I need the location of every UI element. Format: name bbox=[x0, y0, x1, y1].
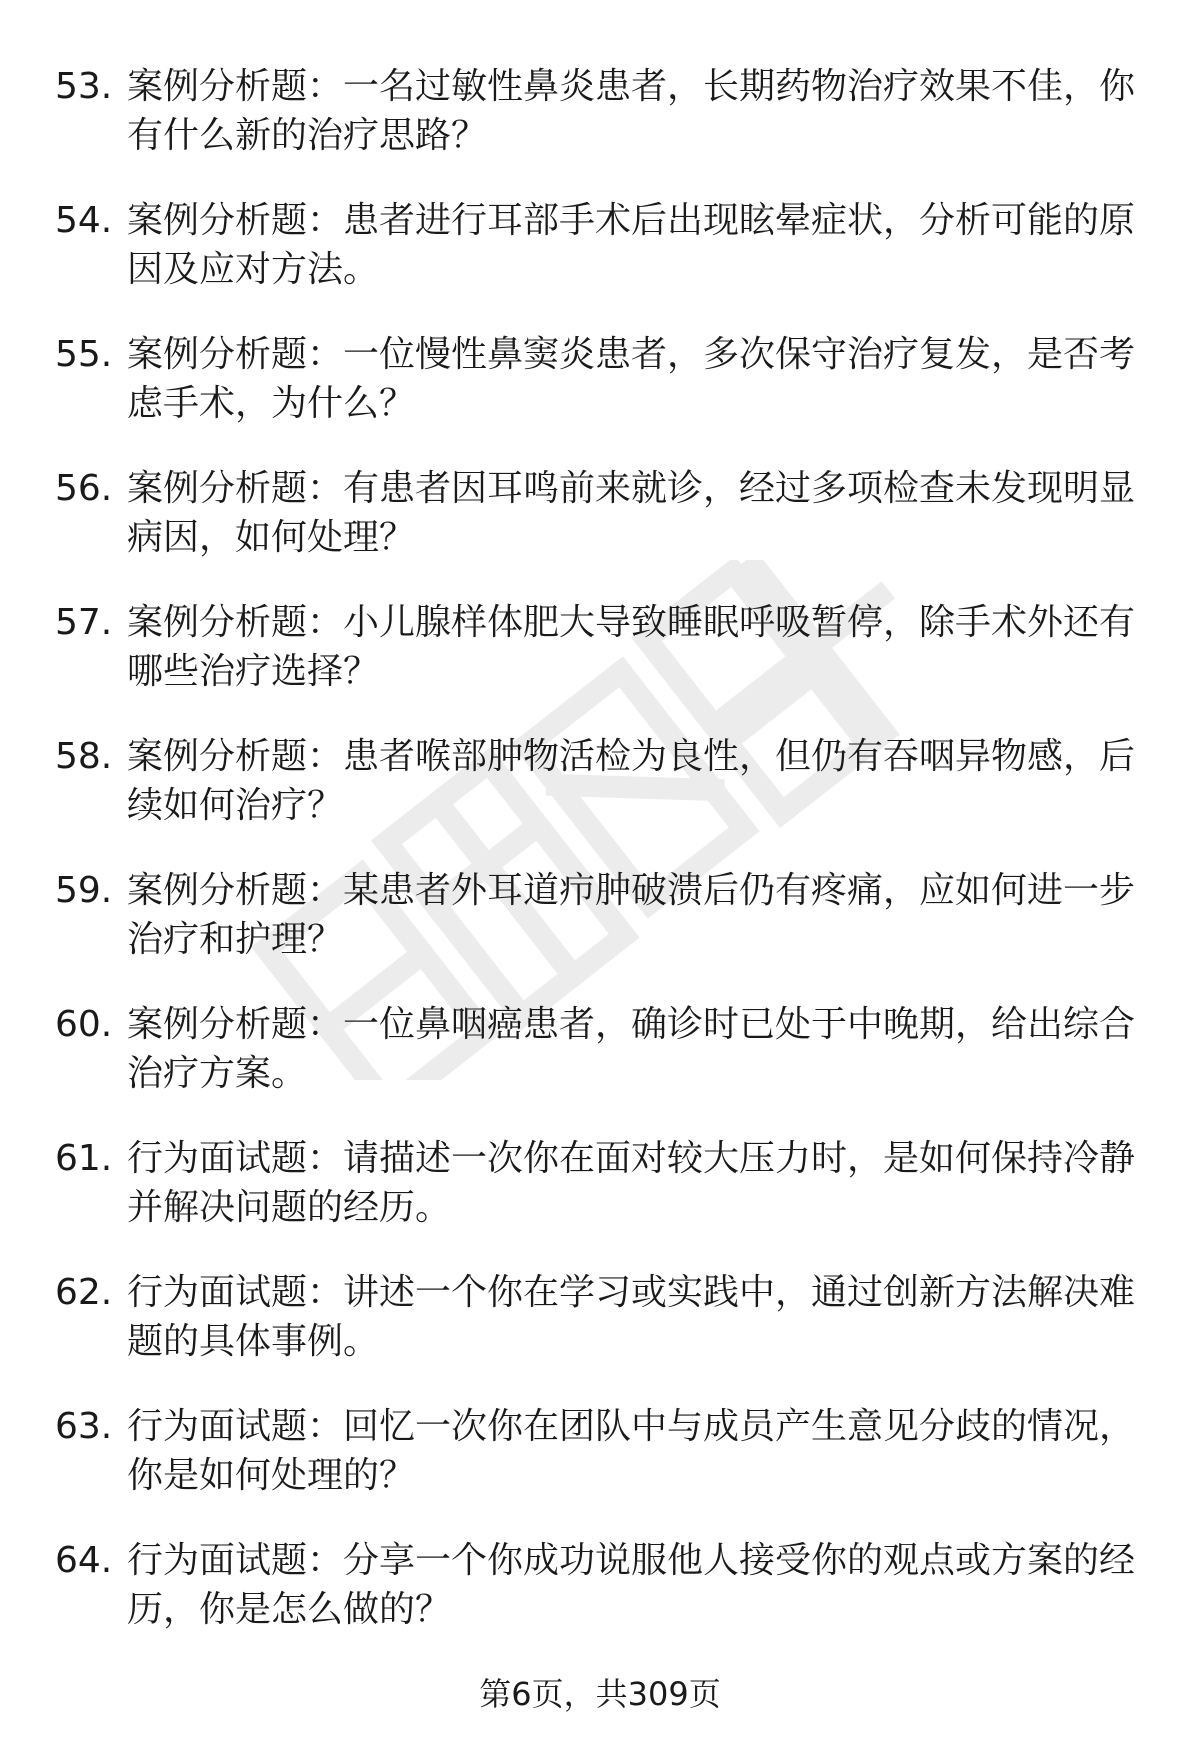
list-item bbox=[55, 1402, 1155, 1536]
question-number: 56. bbox=[55, 468, 113, 509]
question-number: 62. bbox=[55, 1272, 113, 1313]
page-footer: 第6页，共309页 bbox=[479, 1675, 721, 1713]
list-item bbox=[55, 196, 1155, 330]
question-text: 案例分析题：一位慢性鼻窦炎患者，多次保守治疗复发，是否考虑手术，为什么？ bbox=[127, 334, 1136, 424]
list-item bbox=[55, 1536, 1155, 1670]
question-text: 案例分析题：一名过敏性鼻炎患者，长期药物治疗效果不佳，你有什么新的治疗思路？ bbox=[127, 66, 1136, 156]
question-text: 案例分析题：患者喉部肿物活检为良性，但仍有吞咽异物感，后续如何治疗？ bbox=[127, 736, 1136, 826]
list-item bbox=[55, 464, 1155, 598]
question-text: 案例分析题：患者进行耳部手术后出现眩晕症状，分析可能的原因及应对方法。 bbox=[127, 200, 1136, 290]
question-list bbox=[55, 62, 1155, 1670]
question-number: 58. bbox=[55, 736, 113, 777]
list-item bbox=[55, 1268, 1155, 1402]
question-number: 63. bbox=[55, 1406, 113, 1447]
question-number: 53. bbox=[55, 66, 113, 107]
question-number: 54. bbox=[55, 200, 113, 241]
list-item bbox=[55, 330, 1155, 464]
question-number: 59. bbox=[55, 870, 113, 911]
question-text: 行为面试题：分享一个你成功说服他人接受你的观点或方案的经历，你是怎么做的？ bbox=[127, 1540, 1136, 1630]
list-item bbox=[55, 1134, 1155, 1268]
question-text: 行为面试题：回忆一次你在团队中与成员产生意见分歧的情况，你是如何处理的？ bbox=[127, 1406, 1136, 1496]
question-text: 案例分析题：某患者外耳道疖肿破溃后仍有疼痛，应如何进一步治疗和护理？ bbox=[127, 870, 1136, 960]
question-number: 57. bbox=[55, 602, 113, 643]
list-item bbox=[55, 62, 1155, 196]
question-text: 行为面试题：讲述一个你在学习或实践中，通过创新方法解决难题的具体事例。 bbox=[127, 1272, 1136, 1362]
question-number: 55. bbox=[55, 334, 113, 375]
question-text: 案例分析题：有患者因耳鸣前来就诊，经过多项检查未发现明显病因，如何处理？ bbox=[127, 468, 1136, 558]
list-item bbox=[55, 598, 1155, 732]
question-number: 64. bbox=[55, 1540, 113, 1581]
question-text: 案例分析题：小儿腺样体肥大导致睡眠呼吸暂停，除手术外还有哪些治疗选择？ bbox=[127, 602, 1136, 692]
question-number: 61. bbox=[55, 1138, 113, 1179]
list-item bbox=[55, 866, 1155, 1000]
list-item bbox=[55, 1000, 1155, 1134]
question-number: 60. bbox=[55, 1004, 113, 1045]
question-text: 案例分析题：一位鼻咽癌患者，确诊时已处于中晚期，给出综合治疗方案。 bbox=[127, 1004, 1136, 1094]
list-item bbox=[55, 732, 1155, 866]
question-text: 行为面试题：请描述一次你在面对较大压力时，是如何保持冷静并解决问题的经历。 bbox=[127, 1138, 1136, 1228]
